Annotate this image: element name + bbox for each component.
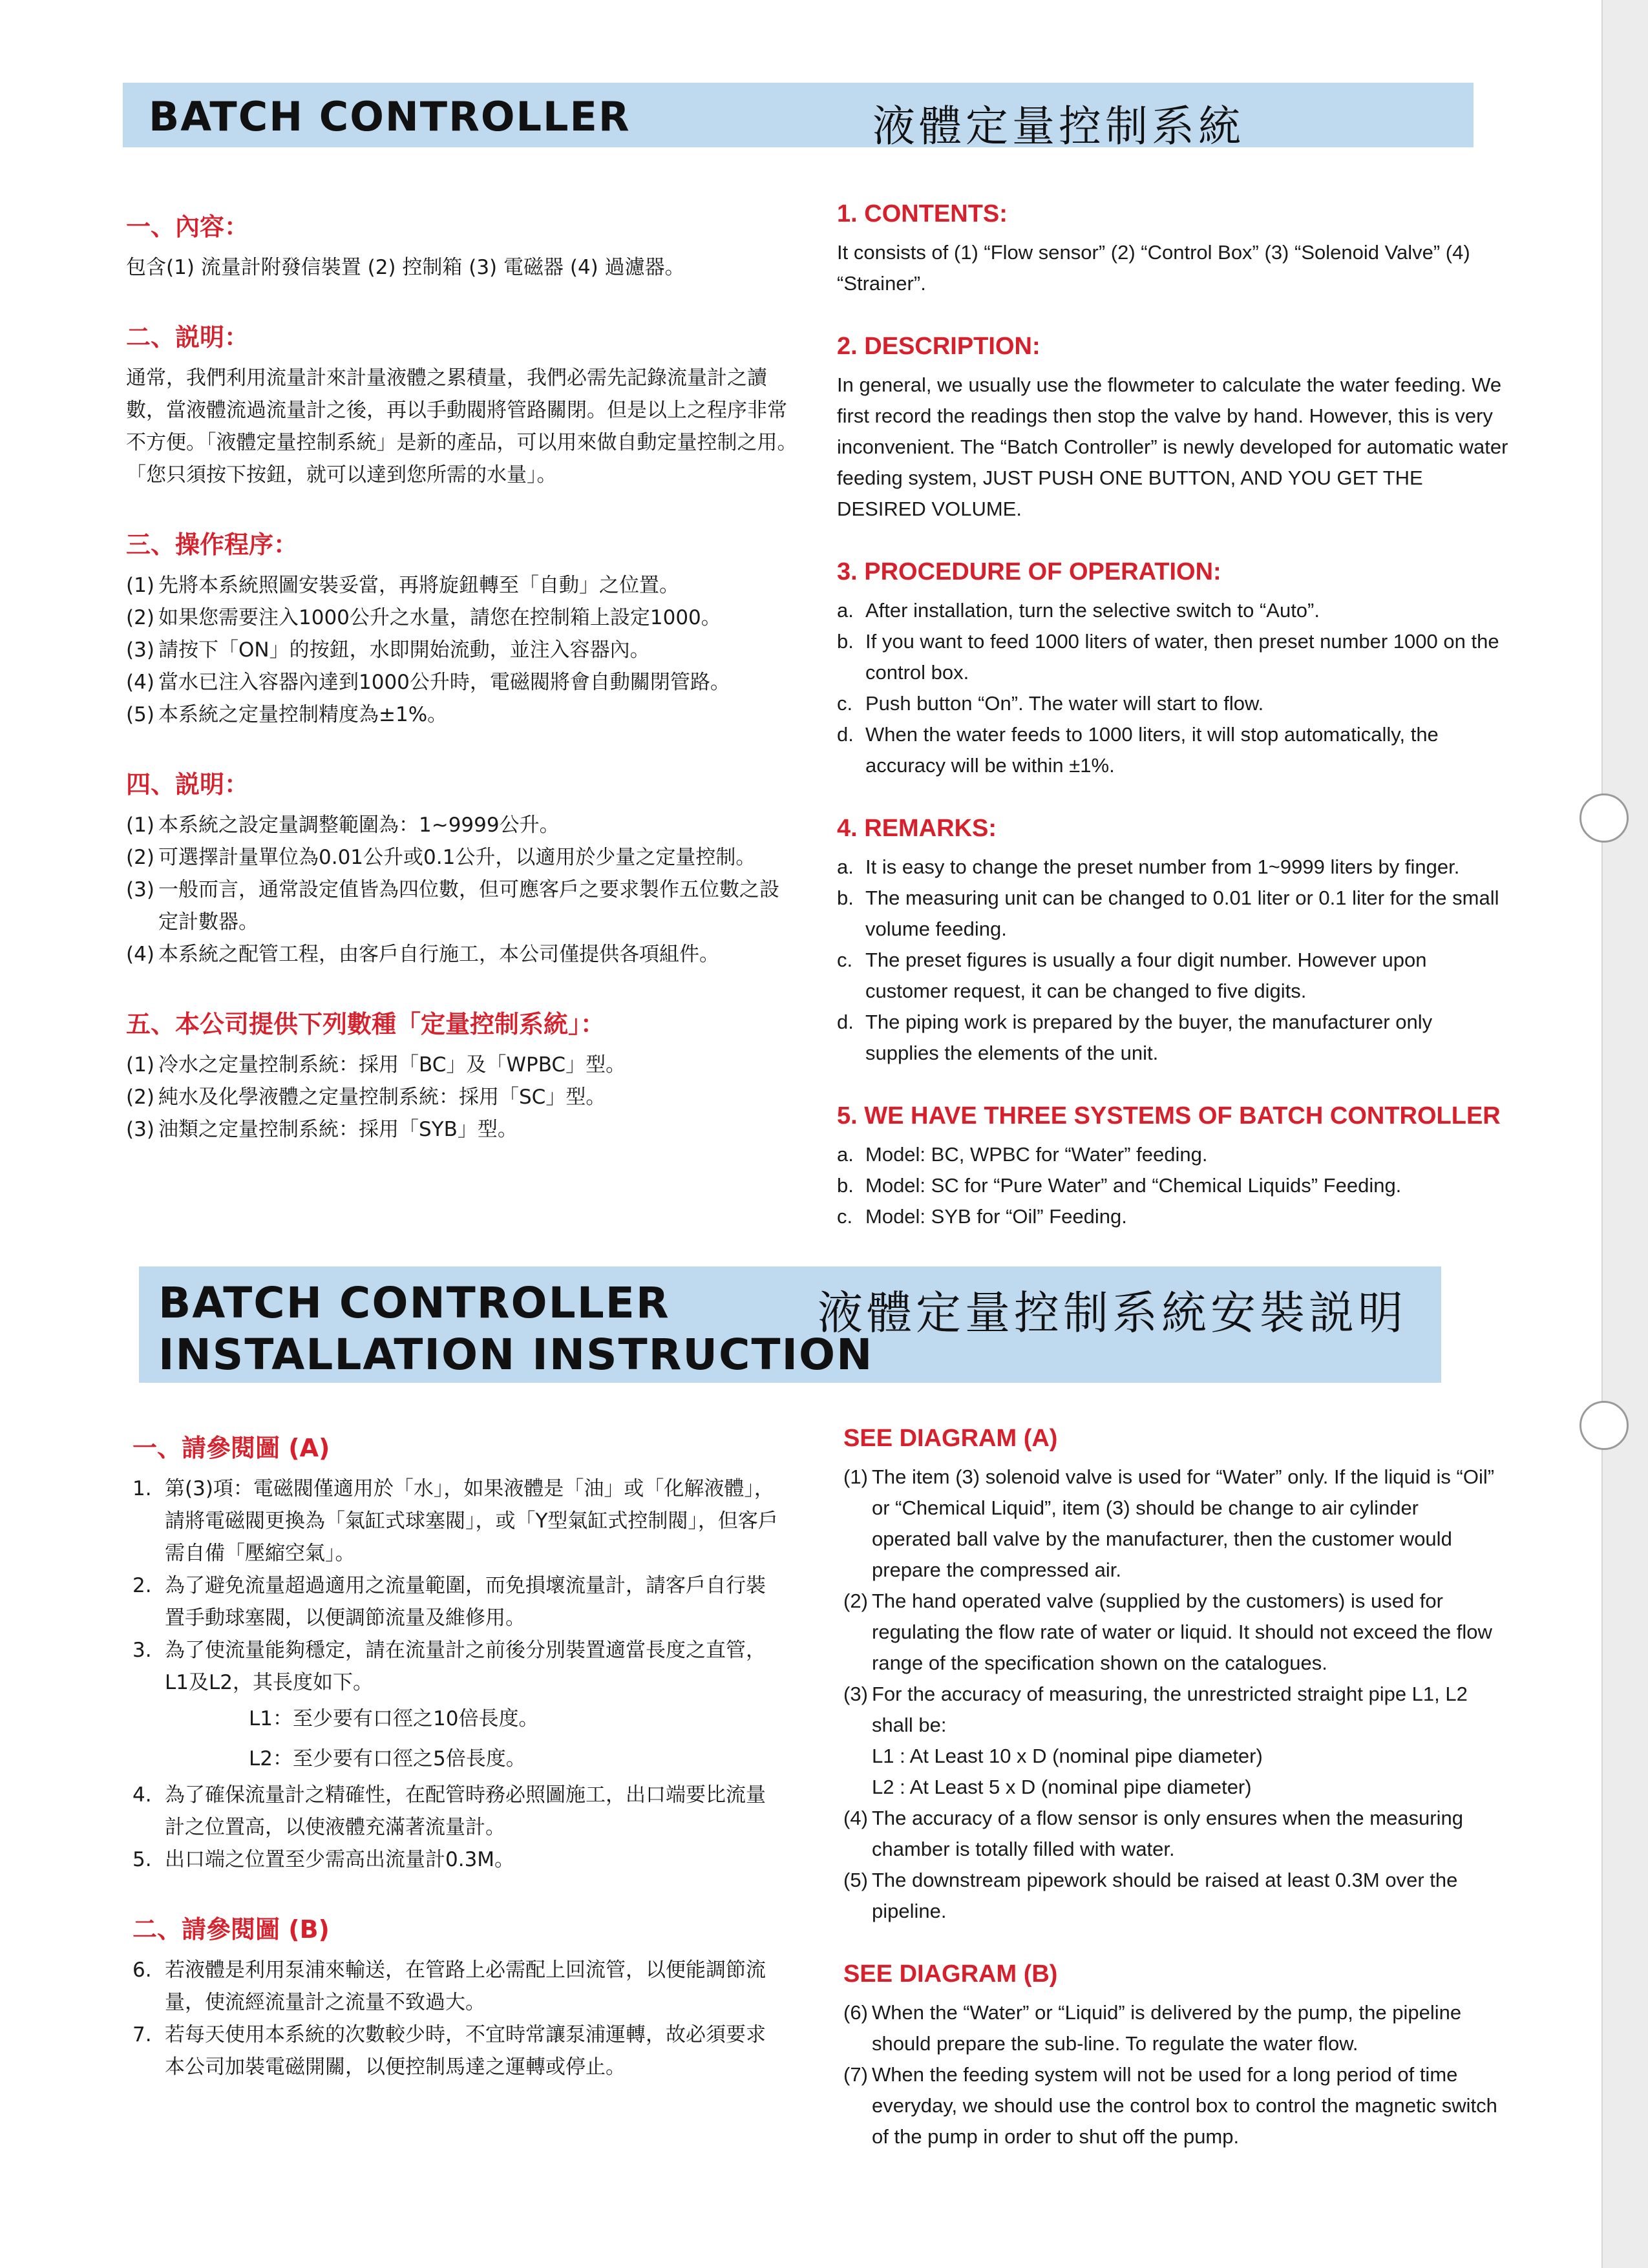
list-item <box>843 1586 1499 1679</box>
list-item <box>132 2019 785 2083</box>
list-item-marker: c. <box>837 1205 853 1228</box>
paragraph: 包含(1) 流量計附發信裝置 (2) 控制箱 (3) 電磁器 (4) 過濾器。 <box>126 256 685 279</box>
list-item-marker: 3. <box>132 1639 152 1662</box>
sub-item: L2 : At Least 5 x D (nominal pipe diameter) <box>872 1776 1252 1798</box>
list-item-text: 油類之定量控制系統：採用「SYB」型。 <box>158 1118 518 1141</box>
list-item <box>132 1634 785 1699</box>
banner-title-en: BATCH CONTROLLER <box>149 93 631 140</box>
list-item <box>126 874 798 938</box>
list-item <box>126 698 798 731</box>
list-item <box>126 809 798 841</box>
list-item <box>837 626 1509 688</box>
list-item-marker: a. <box>837 856 854 878</box>
section <box>126 525 798 731</box>
section <box>126 1004 798 1146</box>
list-item-marker: 1. <box>132 1477 152 1500</box>
list-item-text: 為了避免流量超過適用之流量範圍，而免損壞流量計，請客戶自行裝置手動球塞閥，以便調節流量及維修用。 <box>165 1574 766 1630</box>
section <box>837 1102 1509 1232</box>
section <box>843 1960 1499 2152</box>
list-item <box>126 634 798 666</box>
install-column-zh <box>132 1428 785 2117</box>
list-item-marker: (4) <box>126 671 154 694</box>
list-item <box>837 1007 1509 1069</box>
section-heading: 2. DESCRIPTION: <box>837 333 1041 360</box>
punch-hole <box>1579 793 1629 843</box>
list-item-marker: (3) <box>843 1683 868 1705</box>
section-heading: 五、本公司提供下列數種「定量控制系統」： <box>126 1010 606 1038</box>
list-item-text: 出口端之位置至少需高出流量計0.3M。 <box>165 1848 515 1871</box>
list-item <box>837 1139 1509 1170</box>
list-item-text: The downstream pipework should be raised at least 0.3M over the pipeline. <box>872 1869 1458 1922</box>
list-item <box>126 1113 798 1146</box>
list-item-text: 先將本系統照圖安裝妥當，再將旋鈕轉至「自動」之位置。 <box>158 574 679 597</box>
section <box>126 764 798 971</box>
list-item-marker: 6. <box>132 1958 152 1982</box>
list-item-text: Push button “On”. The water will start to flow. <box>865 692 1264 715</box>
section <box>132 1909 785 2083</box>
intro-column-zh <box>126 207 798 1179</box>
list-item-marker: (1) <box>843 1465 868 1488</box>
list-item-marker: (5) <box>843 1869 868 1891</box>
list-item-marker: (1) <box>126 814 154 837</box>
page-edge <box>1601 0 1648 2268</box>
list-item-marker: (6) <box>843 2001 868 2024</box>
section <box>843 1425 1499 1927</box>
list-item <box>837 595 1509 626</box>
list-item <box>126 1081 798 1113</box>
list-item <box>837 852 1509 883</box>
list-item <box>843 1803 1499 1865</box>
paragraph: In general, we usually use the flowmeter to calculate the water feeding. We first record the readings then stop the valve by hand. However, this is very inconvenient. The “Batch Controller” is newly developed for automatic water feeding system, JUST PUSH ONE BUTTON, AND YOU GET THE DESIRED VOLUME. <box>837 373 1508 520</box>
install-column-en <box>843 1425 1499 2186</box>
list-item-text: The preset figures is usually a four digit number. However upon customer request, it can be changed to five digits. <box>865 949 1427 1002</box>
list-item <box>132 1473 785 1570</box>
list-item-text: 當水已注入容器內達到1000公升時，電磁閥將會自動關閉管路。 <box>158 671 730 694</box>
banner2-title-en-1: BATCH CONTROLLER <box>158 1278 670 1328</box>
banner-title-zh: 液體定量控制系統 <box>872 101 1245 151</box>
list-item-text: Model: BC, WPBC for “Water” feeding. <box>865 1143 1208 1166</box>
section <box>837 558 1509 781</box>
list-item-marker: (4) <box>843 1807 868 1829</box>
list-item-marker: c. <box>837 949 853 971</box>
section-heading: 1. CONTENTS: <box>837 200 1008 227</box>
list-item <box>837 883 1509 945</box>
list-item <box>132 1954 785 2019</box>
list-item-marker: (4) <box>126 943 154 966</box>
list-item-marker: a. <box>837 599 854 622</box>
sub-item: L1：至少要有口徑之10倍長度。 <box>249 1707 539 1730</box>
list-item-text: It is easy to change the preset number from 1~9999 liters by finger. <box>865 856 1460 878</box>
list-item-text: 請按下「ON」的按鈕，水即開始流動，並注入容器內。 <box>158 638 650 662</box>
list-item <box>132 1779 785 1843</box>
list-item-text: 若每天使用本系統的次數較少時，不宜時常讓泵浦運轉，故必須要求本公司加裝電磁開關，以便控制馬達之運轉或停止。 <box>165 2023 766 2079</box>
section <box>837 200 1509 299</box>
list-item-text: 第(3)項：電磁閥僅適用於「水」，如果液體是「油」或「化解液體」，請將電磁閥更換為「氣缸式球塞閥」，或「Y型氣缸式控制閥」，但客戶需自備「壓縮空氣」。 <box>165 1477 778 1565</box>
list-item <box>837 945 1509 1007</box>
list-item-text: For the accuracy of measuring, the unrestricted straight pipe L1, L2 shall be: <box>872 1683 1468 1736</box>
list-item-text: 本系統之設定量調整範圍為：1~9999公升。 <box>158 814 560 837</box>
list-item-marker: 2. <box>132 1574 152 1597</box>
list-item-text: 本系統之配管工程，由客戶自行施工，本公司僅提供各項組件。 <box>158 943 719 966</box>
list-item <box>843 1865 1499 1927</box>
sub-item: L2：至少要有口徑之5倍長度。 <box>249 1747 526 1770</box>
list-item-text: The measuring unit can be changed to 0.01 liter or 0.1 liter for the small volume feeding. <box>865 887 1499 940</box>
list-item-text: When the water feeds to 1000 liters, it will stop automatically, the accuracy will be within ±1%. <box>865 723 1439 777</box>
list-item-marker: 7. <box>132 2023 152 2046</box>
list-item-marker: 4. <box>132 1783 152 1807</box>
list-item-text: Model: SC for “Pure Water” and “Chemical Liquids” Feeding. <box>865 1174 1402 1197</box>
list-item-text: 本系統之定量控制精度為±1%。 <box>158 703 448 726</box>
list-item-marker: (3) <box>126 638 154 662</box>
banner-top <box>123 83 1474 151</box>
section-heading: 二、説明： <box>126 323 249 352</box>
list-item <box>132 1570 785 1634</box>
list-item-marker: (1) <box>126 1053 154 1076</box>
list-item <box>126 602 798 634</box>
list-item-marker: 5. <box>132 1848 152 1871</box>
list-item-text: 純水及化學液體之定量控制系統：採用「SC」型。 <box>158 1086 606 1109</box>
section <box>126 317 798 491</box>
list-item <box>132 1843 785 1876</box>
section <box>837 815 1509 1069</box>
list-item <box>126 938 798 971</box>
section-heading: 一、請參閱圖 (A) <box>132 1434 330 1462</box>
section-heading: SEE DIAGRAM (B) <box>843 1960 1058 1988</box>
list-item-marker: b. <box>837 887 854 909</box>
list-item-text: The hand operated valve (supplied by the customers) is used for regulating the flow rate of water or liquid. It should not exceed the flow range of the specification shown on the catalogues. <box>872 1590 1492 1674</box>
sub-item: L1 : At Least 10 x D (nominal pipe diameter) <box>872 1745 1263 1767</box>
list-item-marker: (3) <box>126 878 154 901</box>
banner-installation <box>139 1266 1441 1383</box>
list-item-marker: c. <box>837 692 853 715</box>
list-item-marker: (3) <box>126 1118 154 1141</box>
list-item <box>837 688 1509 719</box>
section <box>126 207 798 284</box>
list-item <box>837 1201 1509 1232</box>
list-item-marker: (7) <box>843 2063 868 2086</box>
section-heading: 四、説明： <box>126 770 249 799</box>
list-item <box>843 2059 1499 2152</box>
list-item-text: When the “Water” or “Liquid” is delivered by the pump, the pipeline should prepare the sub-line. To regulate the water flow. <box>872 2001 1462 2055</box>
list-item-marker: b. <box>837 630 854 653</box>
section-heading: 3. PROCEDURE OF OPERATION: <box>837 558 1221 585</box>
list-item <box>837 719 1509 781</box>
list-item-text: 若液體是利用泵浦來輸送，在管路上必需配上回流管，以便能調節流量，使流經流量計之流量不致過大。 <box>165 1958 766 2014</box>
list-item-text: The accuracy of a flow sensor is only ensures when the measuring chamber is totally filled with water. <box>872 1807 1463 1860</box>
banner2-title-en-2: INSTALLATION INSTRUCTION <box>158 1330 874 1380</box>
list-item-marker: (2) <box>126 846 154 869</box>
list-item-text: 為了使流量能夠穩定，請在流量計之前後分別裝置適當長度之直管，L1及L2，其長度如下。 <box>165 1639 766 1694</box>
list-item-marker: (2) <box>843 1590 868 1612</box>
list-item-marker: (5) <box>126 703 154 726</box>
list-item <box>837 1170 1509 1201</box>
list-item <box>843 1679 1499 1741</box>
paragraph: It consists of (1) “Flow sensor” (2) “Control Box” (3) “Solenoid Valve” (4) “Strainer”. <box>837 241 1470 295</box>
list-item-marker: (2) <box>126 1086 154 1109</box>
list-item <box>126 569 798 602</box>
list-item-text: 冷水之定量控制系統：採用「BC」及「WPBC」型。 <box>158 1053 626 1076</box>
list-item-marker: d. <box>837 1011 854 1033</box>
list-item <box>126 1049 798 1081</box>
list-item-text: When the feeding system will not be used for a long period of time everyday, we should use the control box to control the magnetic switch of the pump in order to shut off the pump. <box>872 2063 1497 2148</box>
list-item-text: 可選擇計量單位為0.01公升或0.1公升，以適用於少量之定量控制。 <box>158 846 756 869</box>
list-item <box>126 666 798 698</box>
list-item-text: After installation, turn the selective switch to “Auto”. <box>865 599 1320 622</box>
section-heading: 5. WE HAVE THREE SYSTEMS OF BATCH CONTROLLER <box>837 1102 1501 1129</box>
list-item-text: 如果您需要注入1000公升之水量，請您在控制箱上設定1000。 <box>158 606 721 629</box>
section-heading: 4. REMARKS: <box>837 815 997 842</box>
section-heading: SEE DIAGRAM (A) <box>843 1425 1058 1452</box>
banner2-title-zh: 液體定量控制系統安裝説明 <box>818 1286 1407 1339</box>
list-item-text: 為了確保流量計之精確性，在配管時務必照圖施工，出口端要比流量計之位置高，以使液體充滿著流量計。 <box>165 1783 766 1839</box>
paragraph: 通常，我們利用流量計來計量液體之累積量，我們必需先記錄流量計之讀數，當液體流過流量計之後，再以手動閥將管路關閉。但是以上之程序非常不方便。「液體定量控制系統」是新的產品，可以用來做自動定量控制之用。「您只須按下按鈕，就可以達到您所需的水量」。 <box>126 366 798 487</box>
intro-column-en <box>837 200 1509 1266</box>
list-item-marker: (1) <box>126 574 154 597</box>
section-heading: 二、請參閱圖 (B) <box>132 1915 330 1944</box>
list-item-text: 一般而言，通常設定值皆為四位數，但可應客戶之要求製作五位數之設定計數器。 <box>158 878 779 934</box>
section-heading: 一、內容： <box>126 213 249 241</box>
list-item <box>843 1462 1499 1586</box>
list-item-marker: a. <box>837 1143 854 1166</box>
list-item-marker: b. <box>837 1174 854 1197</box>
list-item-marker: (2) <box>126 606 154 629</box>
list-item-text: If you want to feed 1000 liters of water, then preset number 1000 on the control box. <box>865 630 1499 684</box>
list-item-text: The item (3) solenoid valve is used for “Water” only. If the liquid is “Oil” or “Chemical Liquid”, item (3) should be change to air cylinder operated ball valve by the manufacturer, then the customer would prepare the compressed air. <box>872 1465 1495 1581</box>
punch-hole <box>1579 1401 1629 1450</box>
section <box>837 333 1509 525</box>
section-heading: 三、操作程序： <box>126 530 299 559</box>
list-item <box>126 841 798 874</box>
section <box>132 1428 785 1876</box>
list-item <box>843 1997 1499 2059</box>
list-item-text: Model: SYB for “Oil” Feeding. <box>865 1205 1127 1228</box>
list-item-marker: d. <box>837 723 854 746</box>
list-item-text: The piping work is prepared by the buyer, the manufacturer only supplies the elements of the unit. <box>865 1011 1433 1064</box>
